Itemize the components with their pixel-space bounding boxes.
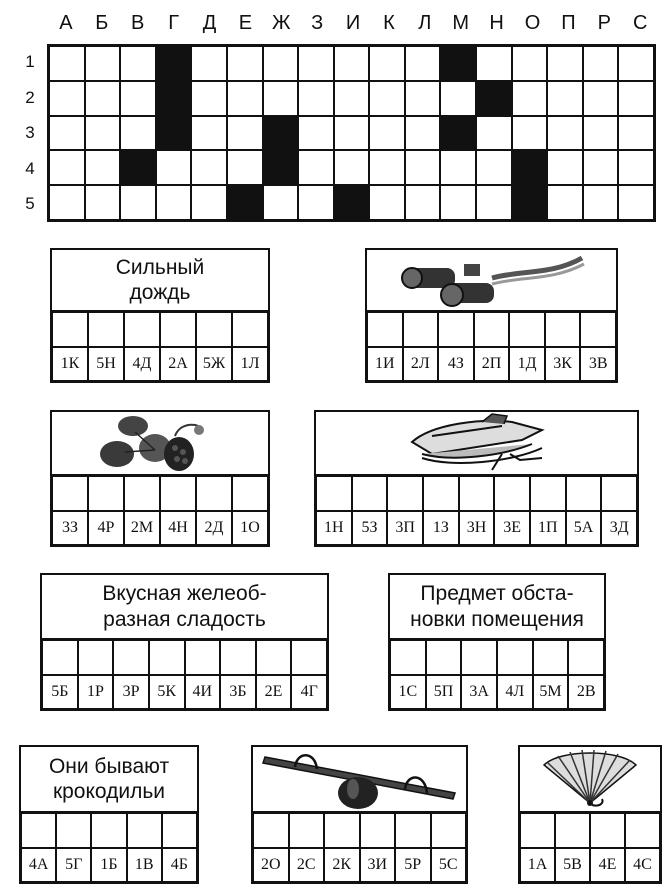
grid-cell <box>512 81 548 116</box>
column-letter: Д <box>202 12 217 34</box>
code-cell: 3И <box>360 848 396 882</box>
grid-cell <box>191 116 227 151</box>
grid-cell <box>618 150 654 185</box>
grid-cell <box>583 81 619 116</box>
grid-cell-black <box>227 185 263 220</box>
grid-cell <box>156 150 192 185</box>
column-letter: В <box>131 12 145 34</box>
grid-cell <box>298 46 334 81</box>
code-cell: 5Б <box>42 675 78 709</box>
clue-box <box>388 573 606 638</box>
grid-cell <box>476 116 512 151</box>
code-cell: 5З <box>352 511 388 545</box>
grid-cell-black <box>512 150 548 185</box>
grid-cell <box>405 185 441 220</box>
grid-cell <box>191 46 227 81</box>
puzzle-jelly <box>40 573 329 711</box>
code-cell: 1В <box>127 848 162 882</box>
answer-cell[interactable] <box>324 813 360 848</box>
answer-cell[interactable] <box>360 813 396 848</box>
code-cell: 2Л <box>403 347 439 381</box>
puzzle-furniture <box>388 573 606 711</box>
row-numbers <box>20 44 40 222</box>
column-letter: И <box>345 12 361 34</box>
code-cell: 1Р <box>78 675 114 709</box>
snowmobile-icon <box>392 412 562 474</box>
code-cell: 4Б <box>162 848 197 882</box>
grid-cell-black <box>263 150 299 185</box>
code-cell: 5П <box>426 675 462 709</box>
grid-cell <box>369 185 405 220</box>
grid-cell-black <box>440 46 476 81</box>
answer-cell[interactable] <box>461 640 497 675</box>
code-cell: 4З <box>438 347 474 381</box>
column-letter: Ж <box>272 12 291 34</box>
grid-cell <box>334 81 370 116</box>
code-cell: 2Д <box>196 511 232 545</box>
answer-cell[interactable] <box>601 476 637 511</box>
picture-box <box>365 248 618 310</box>
code-cell: 4С <box>625 848 660 882</box>
grid-cell <box>583 150 619 185</box>
answer-cell[interactable] <box>474 312 510 347</box>
code-cell: 5К <box>149 675 185 709</box>
code-cell: 4И <box>185 675 221 709</box>
grid-cell <box>85 81 121 116</box>
answer-cell[interactable] <box>438 312 474 347</box>
grid-cell <box>120 46 156 81</box>
grid-cell <box>334 46 370 81</box>
grid-cell <box>583 185 619 220</box>
code-cell: 3П <box>387 511 423 545</box>
answer-cell[interactable] <box>566 476 602 511</box>
grid-cell <box>298 185 334 220</box>
answer-cell[interactable] <box>390 640 426 675</box>
grid-cell <box>369 46 405 81</box>
grid-cell <box>405 116 441 151</box>
grid-cell-black <box>156 81 192 116</box>
code-cell: 1Б <box>91 848 126 882</box>
grid-cell <box>263 81 299 116</box>
answer-cell[interactable] <box>459 476 495 511</box>
answer-cell[interactable] <box>497 640 533 675</box>
column-letter: Н <box>489 12 504 34</box>
answer-grid <box>251 811 468 884</box>
answer-cell[interactable] <box>253 813 289 848</box>
answer-grid <box>40 638 329 711</box>
grid-cell <box>547 185 583 220</box>
puzzle-binoculars <box>365 248 618 383</box>
column-letter: Е <box>238 12 253 34</box>
grid-cell <box>405 46 441 81</box>
answer-cell[interactable] <box>423 476 459 511</box>
grid-cell <box>191 185 227 220</box>
answer-cell[interactable] <box>367 312 403 347</box>
answer-cell[interactable] <box>530 476 566 511</box>
answer-cell[interactable] <box>162 813 197 848</box>
grid-cell <box>512 46 548 81</box>
answer-cell[interactable] <box>431 813 467 848</box>
column-letter: О <box>524 12 541 34</box>
answer-cell[interactable] <box>127 813 162 848</box>
answer-cell[interactable] <box>494 476 530 511</box>
answer-cell[interactable] <box>124 476 160 511</box>
code-cell: 5М <box>533 675 569 709</box>
grid-cell <box>405 81 441 116</box>
answer-cell[interactable] <box>21 813 56 848</box>
answer-cell[interactable] <box>289 813 325 848</box>
code-cell: 1К <box>52 347 88 381</box>
code-cell: 3Р <box>113 675 149 709</box>
answer-cell[interactable] <box>555 813 590 848</box>
answer-grid <box>50 310 270 383</box>
code-cell: 4Н <box>160 511 196 545</box>
row-number: 4 <box>25 158 35 178</box>
grid-cell <box>512 116 548 151</box>
answer-cell[interactable] <box>88 476 124 511</box>
grid-cell-black <box>120 150 156 185</box>
code-cell: 5Г <box>56 848 91 882</box>
grid-cell <box>120 185 156 220</box>
answer-cell[interactable] <box>113 640 149 675</box>
answer-cell[interactable] <box>291 640 327 675</box>
grid-cell <box>547 116 583 151</box>
row-number: 1 <box>25 52 35 71</box>
answer-cell[interactable] <box>196 476 232 511</box>
answer-cell[interactable] <box>52 476 88 511</box>
picture-box <box>50 410 270 474</box>
answer-cell[interactable] <box>196 312 232 347</box>
grid-cell <box>227 46 263 81</box>
grid-cell <box>85 46 121 81</box>
code-cell: 4Г <box>291 675 327 709</box>
answer-cell[interactable] <box>387 476 423 511</box>
answer-cell[interactable] <box>52 312 88 347</box>
answer-cell[interactable] <box>352 476 388 511</box>
main-grid <box>47 44 656 222</box>
code-cell: 1Н <box>316 511 352 545</box>
code-cell: 3Д <box>601 511 637 545</box>
grid-cell <box>156 185 192 220</box>
column-letter: Г <box>168 12 180 34</box>
grid-cell <box>85 116 121 151</box>
answer-cell[interactable] <box>42 640 78 675</box>
code-cell: 4Е <box>590 848 625 882</box>
column-letter: Л <box>418 12 432 34</box>
picture-box <box>518 745 662 811</box>
grid-cell-black <box>156 116 192 151</box>
code-cell: 3Н <box>459 511 495 545</box>
grid-cell <box>440 185 476 220</box>
code-cell: 4А <box>21 848 56 882</box>
grid-cell-black <box>263 116 299 151</box>
grid-cell <box>191 81 227 116</box>
answer-cell[interactable] <box>256 640 292 675</box>
answer-cell[interactable] <box>395 813 431 848</box>
answer-cell[interactable] <box>56 813 91 848</box>
fan-icon <box>530 747 650 811</box>
clue-text: Вкусная желеоб- разная сладость <box>102 582 267 631</box>
grid-cell <box>476 150 512 185</box>
puzzle-rain <box>50 248 270 383</box>
code-cell: 1И <box>367 347 403 381</box>
answer-grid <box>365 310 618 383</box>
puzzle-snowmobile <box>314 410 639 547</box>
clue-box <box>50 248 270 310</box>
column-letter: С <box>632 12 648 34</box>
grid-cell <box>618 81 654 116</box>
grid-cell <box>120 116 156 151</box>
puzzle-tears <box>19 745 199 884</box>
row-number: 2 <box>25 87 35 107</box>
grid-cell <box>440 81 476 116</box>
column-letter: А <box>59 12 73 34</box>
code-cell: 3А <box>461 675 497 709</box>
answer-cell[interactable] <box>545 312 581 347</box>
grid-cell <box>440 150 476 185</box>
answer-cell[interactable] <box>316 476 352 511</box>
grid-cell <box>227 116 263 151</box>
grid-cell-black <box>476 81 512 116</box>
answer-cell[interactable] <box>160 476 196 511</box>
answer-cell[interactable] <box>520 813 555 848</box>
grid-cell <box>476 46 512 81</box>
code-cell: 2П <box>474 347 510 381</box>
code-cell: 5В <box>555 848 590 882</box>
grid-cell <box>120 81 156 116</box>
grid-cell-black <box>440 116 476 151</box>
answer-cell[interactable] <box>568 640 604 675</box>
code-cell: 2С <box>289 848 325 882</box>
grid-cell-black <box>512 185 548 220</box>
code-cell: 4Л <box>497 675 533 709</box>
answer-cell[interactable] <box>78 640 114 675</box>
answer-cell[interactable] <box>232 312 268 347</box>
answer-cell[interactable] <box>124 312 160 347</box>
picture-box <box>251 745 468 811</box>
puzzle-fan <box>518 745 662 884</box>
puzzle-berry <box>50 410 270 547</box>
clue-box <box>40 573 329 638</box>
column-letters <box>48 12 658 35</box>
code-cell: 4Д <box>124 347 160 381</box>
row-number: 3 <box>25 123 35 143</box>
grid-cell <box>227 150 263 185</box>
picture-box <box>314 410 639 474</box>
grid-cell <box>334 116 370 151</box>
answer-cell[interactable] <box>88 312 124 347</box>
code-cell: 1С <box>390 675 426 709</box>
code-cell: 5Ж <box>196 347 232 381</box>
grid-cell <box>263 185 299 220</box>
grid-cell-black <box>156 46 192 81</box>
answer-grid <box>388 638 606 711</box>
code-cell: 2К <box>324 848 360 882</box>
clue-text: Они бывают крокодильи <box>48 754 170 803</box>
answer-grid <box>19 811 199 884</box>
grid-cell <box>49 116 85 151</box>
column-letter: Р <box>597 12 611 34</box>
grid-cell <box>369 81 405 116</box>
clue-box <box>19 745 199 811</box>
grid-cell <box>298 150 334 185</box>
answer-cell[interactable] <box>185 640 221 675</box>
grid-cell <box>298 81 334 116</box>
code-cell: 2Е <box>256 675 292 709</box>
column-letter: К <box>383 12 395 34</box>
code-cell: 2М <box>124 511 160 545</box>
answer-grid <box>314 474 639 547</box>
grid-cell <box>227 81 263 116</box>
code-cell: 3Б <box>220 675 256 709</box>
grid-cell <box>476 185 512 220</box>
grid-cell <box>85 185 121 220</box>
answer-cell[interactable] <box>149 640 185 675</box>
code-cell: 1З <box>423 511 459 545</box>
grid-cell <box>49 46 85 81</box>
grid-cell <box>49 150 85 185</box>
answer-cell[interactable] <box>426 640 462 675</box>
berry-icon <box>95 412 225 474</box>
grid-cell <box>547 81 583 116</box>
answer-cell[interactable] <box>232 476 268 511</box>
grid-cell <box>263 46 299 81</box>
clue-text: Предмет обста- новки помещения <box>410 582 584 631</box>
grid-cell <box>369 116 405 151</box>
answer-cell[interactable] <box>590 813 625 848</box>
grid-cell <box>583 46 619 81</box>
grid-cell <box>618 185 654 220</box>
code-cell: 1Д <box>509 347 545 381</box>
code-cell: 2А <box>160 347 196 381</box>
code-cell: 1Л <box>232 347 268 381</box>
puzzle-seesaw <box>251 745 468 884</box>
grid-cell <box>547 46 583 81</box>
grid-cell <box>49 81 85 116</box>
code-cell: 3Е <box>494 511 530 545</box>
clue-text: Сильный дождь <box>115 255 205 304</box>
answer-cell[interactable] <box>533 640 569 675</box>
code-cell: 2В <box>568 675 604 709</box>
code-cell: 3З <box>52 511 88 545</box>
code-cell: 4Р <box>88 511 124 545</box>
grid-cell <box>298 116 334 151</box>
code-cell: 1А <box>520 848 555 882</box>
answer-grid <box>50 474 270 547</box>
grid-cell <box>85 150 121 185</box>
code-cell: 5Р <box>395 848 431 882</box>
grid-cell <box>334 150 370 185</box>
answer-cell[interactable] <box>625 813 660 848</box>
code-cell: 3К <box>545 347 581 381</box>
answer-cell[interactable] <box>91 813 126 848</box>
answer-cell[interactable] <box>160 312 196 347</box>
grid-cell <box>49 185 85 220</box>
grid-cell <box>191 150 227 185</box>
code-cell: 5С <box>431 848 467 882</box>
grid-cell <box>618 116 654 151</box>
grid-cell <box>547 150 583 185</box>
column-letter: З <box>311 12 324 34</box>
grid-cell <box>583 116 619 151</box>
code-cell: 1П <box>530 511 566 545</box>
grid-cell-black <box>334 185 370 220</box>
code-cell: 1О <box>232 511 268 545</box>
grid-cell <box>405 150 441 185</box>
column-letter: М <box>452 12 470 34</box>
answer-grid <box>518 811 662 884</box>
code-cell: 3В <box>580 347 616 381</box>
answer-cell[interactable] <box>220 640 256 675</box>
seesaw-icon <box>255 747 465 811</box>
code-cell: 5Н <box>88 347 124 381</box>
answer-cell[interactable] <box>509 312 545 347</box>
answer-cell[interactable] <box>403 312 439 347</box>
binoculars-icon <box>372 250 612 310</box>
code-cell: 5А <box>566 511 602 545</box>
grid-cell <box>369 150 405 185</box>
column-letter: П <box>561 12 576 34</box>
grid-cell <box>618 46 654 81</box>
code-cell: 2О <box>253 848 289 882</box>
answer-cell[interactable] <box>580 312 616 347</box>
row-number: 5 <box>25 194 35 214</box>
column-letter: Б <box>95 12 109 34</box>
